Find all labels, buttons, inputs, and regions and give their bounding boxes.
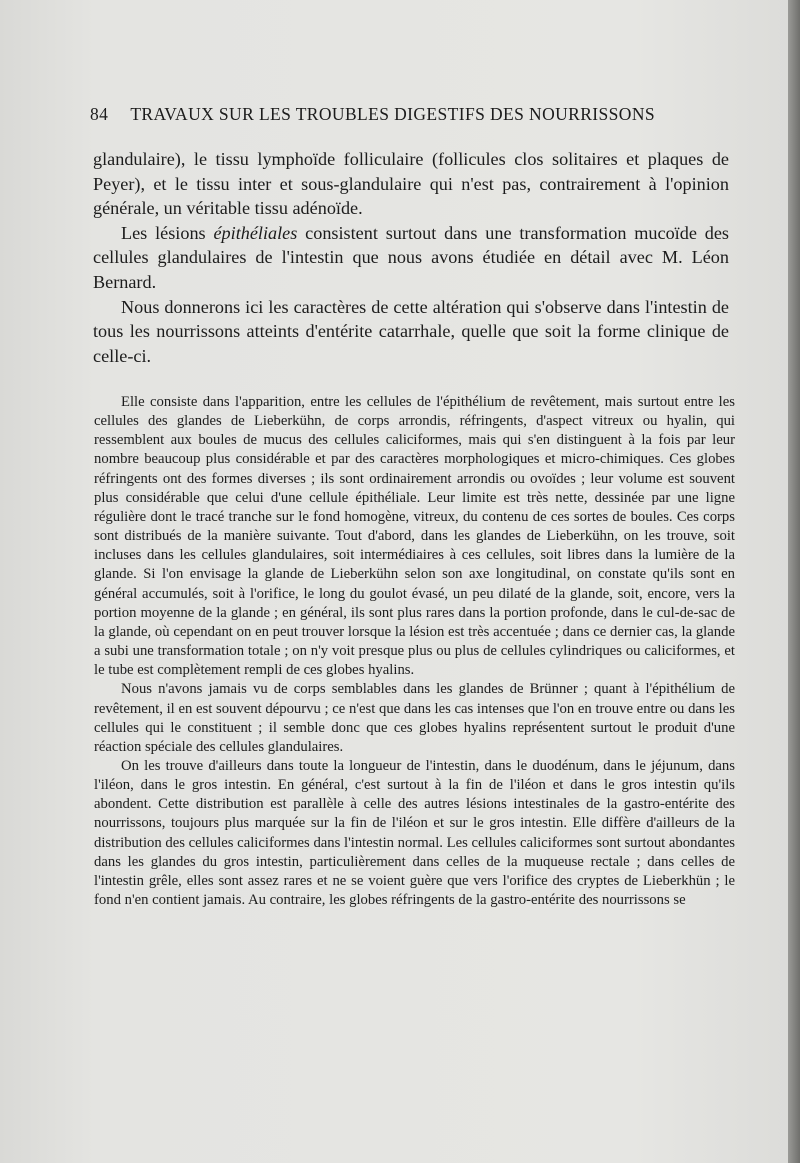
paragraph-distribution: On les trouve d'ailleurs dans toute la longueur de l'intestin, dans le duodénum, dans le jéjunum, dans l'iléon, dans le gros intestin. En général, c'est surtout à la fin de l'iléon et dans le gros intestin qu'ils abondent. Cette distribution est parallèle à celle des autres lésions intestinales de la gastro-entérite des nourrissons, toujours plus marquée sur la fin de l'iléon et sur le gros intestin. Elle diffère d'ailleurs de la distribution des cellules caliciformes dans l'intestin normal. Les cellules caliciformes sont surtout abondantes dans les glandes du gros intestin, particulièrement dans celles de la muqueuse rectale ; dans celles de l'intestin grêle, elles sont assez rares et ne se voient guère que vers l'orifice des cryptes de Lieberkhün ; le fond n'en contient jamais. Au contraire, les globes réfringents de la gastro-entérite des nourrissons se — [94, 757, 735, 909]
paragraph-epithelial-lesions — [93, 221, 729, 295]
main-text — [93, 147, 729, 368]
running-title: TRAVAUX SUR LES TROUBLES DIGESTIFS DES NOURRISSONS — [130, 104, 655, 124]
running-header — [90, 104, 690, 125]
emphasized-term: épithéliales — [213, 222, 298, 243]
page-edge-shadow — [788, 0, 800, 1163]
paragraph-text: Les lésions — [121, 222, 214, 243]
page-number: 84 — [90, 104, 109, 124]
paragraph-text: consistent surtout dans une transformation mucoïde des cellules glandulaires de l'intestin que nous avons étudiée en détail avec M. Léon Bernard. — [93, 222, 729, 292]
paragraph-continued: glandulaire), le tissu lymphoïde folliculaire (follicules clos solitaires et plaques de Peyer), et le tissu inter et sous-glandulaire qui n'est pas, contrairement à l'opinion générale, un véritable tissu adénoïde. — [93, 149, 729, 219]
paragraph-intro: Nous donnerons ici les caractères de cette altération qui s'observe dans l'intestin de tous les nourrissons atteints d'entérite catarrhale, quelle que soit la forme clinique de celle-ci. — [93, 296, 729, 366]
paragraph-brunner: Nous n'avons jamais vu de corps semblables dans les glandes de Brünner ; quant à l'épithélium de revêtement, il en est souvent dépourvu ; ce n'est que dans les cas intenses que l'on en trouve entre ou dans les cellules qui le constituent ; il semble donc que ces globes hyalins représentent surtout le produit d'une réaction spéciale des cellules glandulaires. — [94, 681, 735, 755]
small-print-text — [94, 393, 735, 910]
paragraph-description: Elle consiste dans l'apparition, entre les cellules de l'épithélium de revêtement, mais surtout entre les cellules des glandes de Lieberkühn, de corps arrondis, réfringents, d'aspect vitreux ou hyalin, qui ressemblent aux boules de mucus des cellules caliciformes, mais qui s'en distinguent à la fois par leur nombre beaucoup plus considérable et par des caractères morphologiques et micro-chimiques. Ces globes réfringents ont des formes diverses ; ils sont ordinairement arrondis ou ovoïdes ; leur volume est souvent plus considérable que celui d'une cellule épithéliale. Leur limite est très nette, dessinée par une ligne régulière dont le tracé tranche sur le fond homogène, vitreux, du contenu de ces sortes de boules. Ces corps sont distribués de la manière suivante. Tout d'abord, dans les glandes de Lieberkühn, on les trouve, soit incluses dans les cellules glandulaires, soit intermédiaires à ces cellules, soit libres dans la lumière de la glande. Si l'on envisage la glande de Lieberkühn selon son axe longitudinal, on constate qu'ils sont en général accumulés, soit à l'orifice, le long du goulot évasé, un peu dilaté de la glande, soit, encore, vers la portion moyenne de la glande ; en général, ils sont plus rares dans la portion profonde, dans le cul-de-sac de la glande, où cependant on en peut trouver lorsque la lésion est très accentuée ; dans ce dernier cas, la glande a subi une transformation totale ; on n'y voit presque plus ou plus de cellules cylindriques ou caliciformes, et le tube est complètement rempli de ces globes hyalins. — [94, 394, 735, 679]
